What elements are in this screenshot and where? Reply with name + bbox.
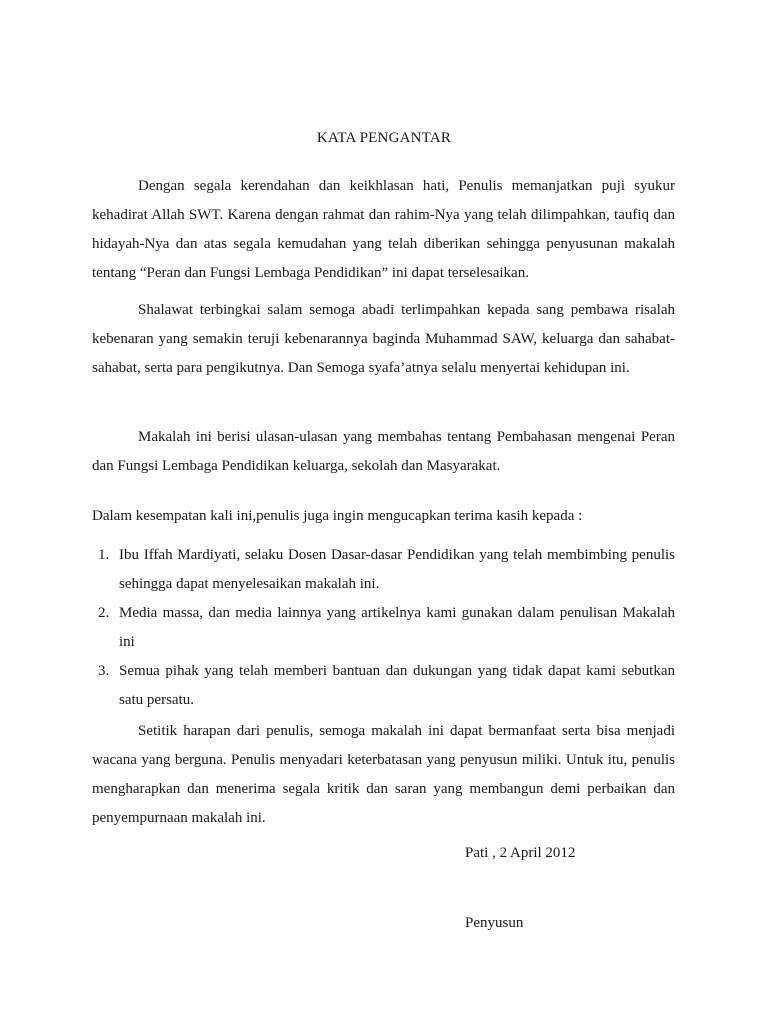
paragraph-shalawat-text: Shalawat terbingkai salam semoga abadi terlimpahkan kepada sang pembawa risalah kebenaran yang semakin teruji kebenarannya baginda Muhammad SAW, keluarga dan sahabat-sahabat, serta para pengikutnya. Dan Semoga syafa’atnya selalu menyertai kehidupan ini. xyxy=(92,302,675,376)
list-item xyxy=(92,541,675,599)
paragraph-opening xyxy=(92,172,675,288)
list-item-number: 2. xyxy=(98,605,110,621)
paragraph-content xyxy=(92,423,675,481)
paragraph-closing-text: Setitik harapan dari penulis, semoga makalah ini dapat bermanfaat serta bisa menjadi wacana yang berguna. Penulis menyadari keterbatasan yang penyusun miliki. Untuk itu, penulis mengharapkan dan menerima segala kritik dan saran yang membangun demi perbaikan dan penyempurnaan makalah ini. xyxy=(92,723,675,826)
thanks-list xyxy=(92,541,675,715)
paragraph-opening-text: Dengan segala kerendahan dan keikhlasan hati, Penulis memanjatkan puji syukur kehadirat Allah SWT. Karena dengan rahmat dan rahim-Nya yang telah dilimpahkan, taufiq dan hidayah-Nya dan atas segala kemudahan yang telah diberikan sehingga penyusunan makalah tentang “Peran dan Fungsi Lembaga Pendidikan” ini dapat terselesaikan. xyxy=(92,178,675,281)
list-item-text: Ibu Iffah Mardiyati, selaku Dosen Dasar-dasar Pendidikan yang telah membimbing penulis sehingga dapat menyelesaikan makalah ini. xyxy=(119,547,675,592)
place-date: Pati , 2 April 2012 xyxy=(465,845,576,861)
list-item xyxy=(92,599,675,657)
paragraph-content-text: Makalah ini berisi ulasan-ulasan yang membahas tentang Pembahasan mengenai Peran dan Fungsi Lembaga Pendidikan keluarga, sekolah dan Masyarakat. xyxy=(92,429,675,474)
list-item-number: 1. xyxy=(98,547,110,563)
thanks-intro: Dalam kesempatan kali ini,penulis juga ingin mengucapkan terima kasih kepada : xyxy=(92,508,583,524)
document-title: KATA PENGANTAR xyxy=(316,130,452,146)
list-item-text: Semua pihak yang telah memberi bantuan dan dukungan yang tidak dapat kami sebutkan satu persatu. xyxy=(119,663,675,708)
list-item-text: Media massa, dan media lainnya yang artikelnya kami gunakan dalam penulisan Makalah ini xyxy=(119,605,675,650)
paragraph-closing xyxy=(92,717,675,833)
list-item-number: 3. xyxy=(98,663,110,679)
paragraph-shalawat xyxy=(92,296,675,383)
signature-role: Penyusun xyxy=(465,915,524,931)
list-item xyxy=(92,657,675,715)
